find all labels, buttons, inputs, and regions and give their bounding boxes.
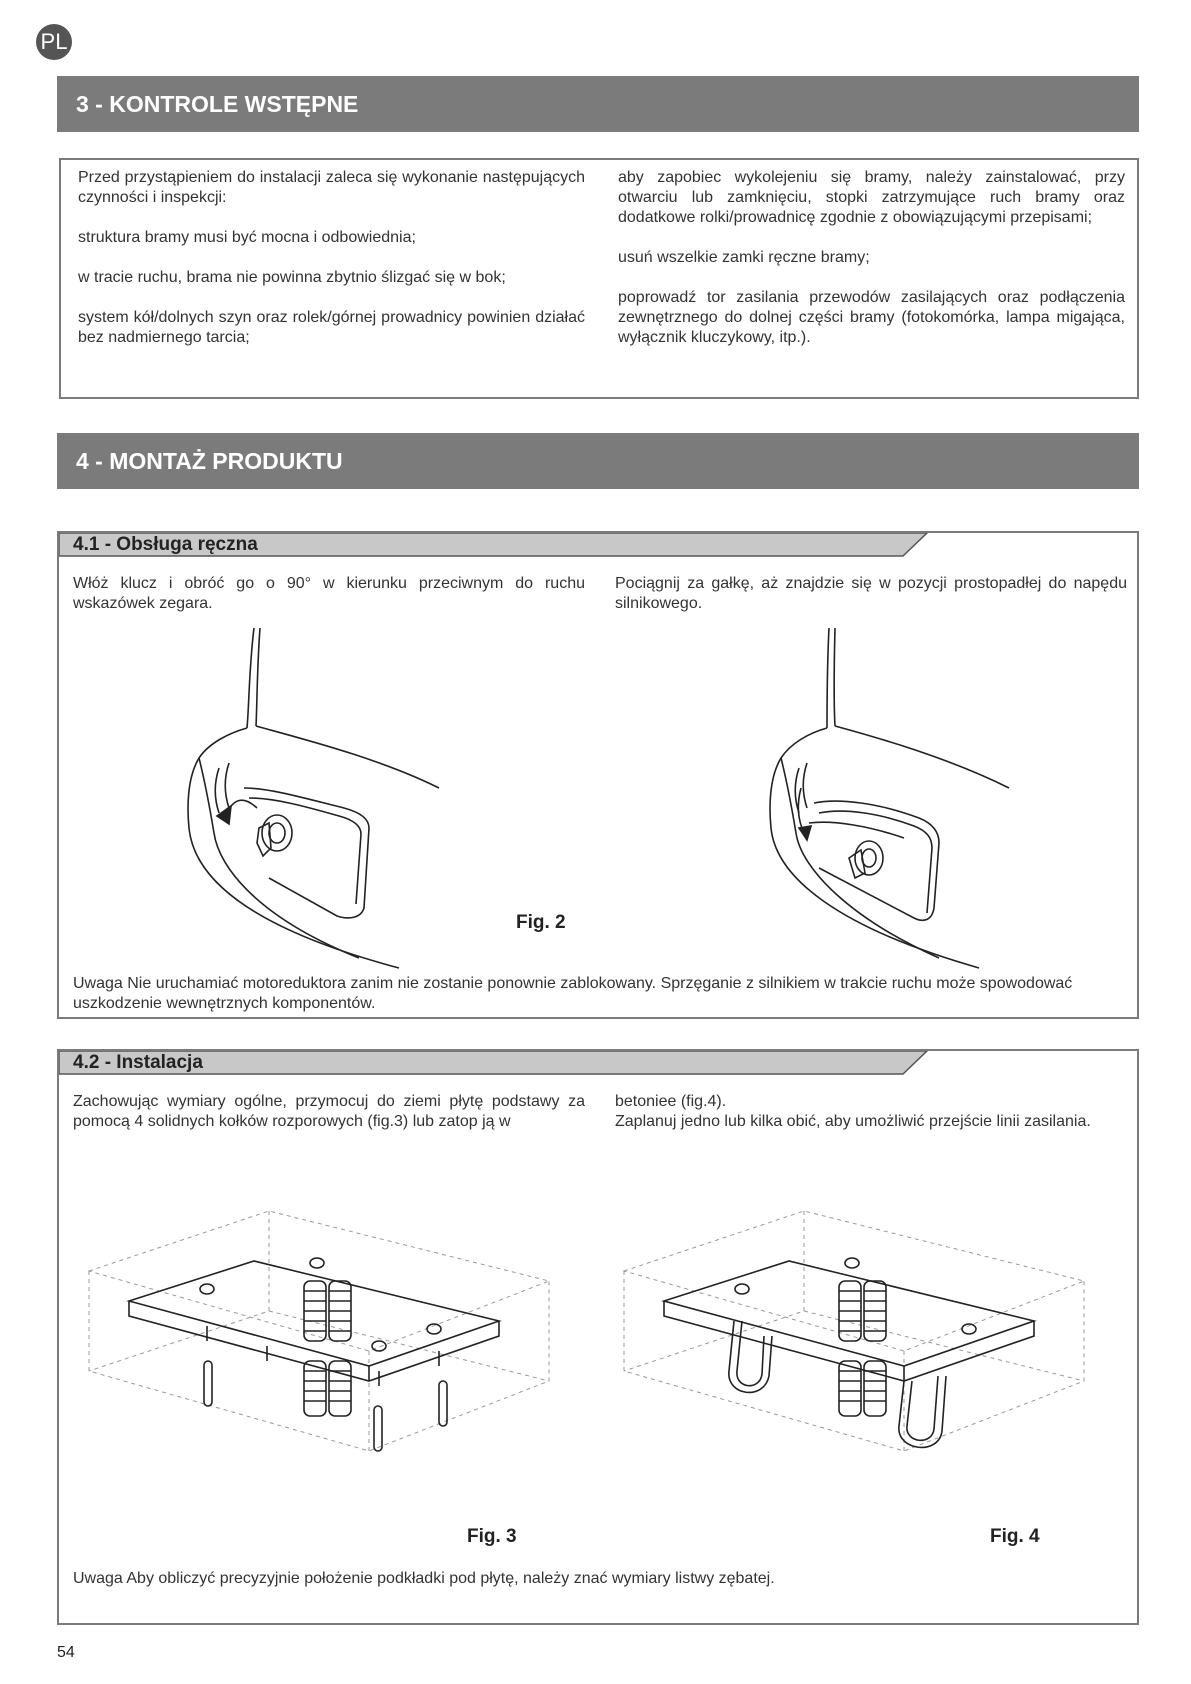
fig-2-left-drawing — [159, 628, 489, 968]
subsection-4-1-title: 4.1 - Obsługa ręczna — [73, 534, 258, 555]
section-4-title: 4 - MONTAŻ PRODUKTU — [57, 433, 1139, 489]
fig-3-drawing — [79, 1211, 559, 1481]
paragraph: poprowadź tor zasilania przewodów zasilających oraz podłączenia zewnętrznego do dolnej części bramy (fotokomórka, lampa migająca, wyłącznik kluczykowy, itp.). — [618, 289, 1125, 346]
fig-2-label: Fig. 2 — [516, 912, 566, 933]
subsection-4-1-left-text: Włóż klucz i obróć go o 90° w kierunku przeciwnym do ruchu wskazówek zegara. — [73, 575, 585, 612]
section-3-box — [59, 158, 1139, 399]
paragraph: betoniee (fig.4). — [615, 1093, 727, 1110]
language-badge: PL — [36, 24, 72, 60]
subsection-4-2-left-text: Zachowując wymiary ogólne, przymocuj do ziemi płytę podstawy za pomocą 4 solidnych kołków rozporowych (fig.3) lub zatop ją w — [73, 1093, 585, 1130]
fig-3-label: Fig. 3 — [467, 1526, 517, 1547]
subsection-4-2-note: Uwaga Aby obliczyć precyzyjnie położenie podkładki pod płytę, należy znać wymiary listwy zębatej. — [73, 1570, 775, 1587]
fig-2-right-drawing — [749, 628, 1079, 968]
subsection-4-1-note: Uwaga Nie uruchamiać motoreduktora zanim nie zostanie ponownie zablokowany. Sprzęganie z silnikiem w trakcie ruchu może spowodować uszkodzenie wewnętrznych komponentów. — [73, 975, 1073, 1012]
page-number: 54 — [57, 1644, 75, 1661]
subsection-4-1-box — [57, 531, 1139, 1019]
section-3-title: 3 - KONTROLE WSTĘPNE — [57, 76, 1139, 132]
paragraph: w tracie ruchu, brama nie powinna zbytnio ślizgać się w bok; — [78, 269, 506, 286]
section-3-left-column — [78, 168, 585, 368]
paragraph: struktura bramy musi być mocna i odbowiednia; — [78, 229, 416, 246]
subsection-4-1-right-text: Pociągnij za gałkę, aż znajdzie się w pozycji prostopadłej do napędu silnikowego. — [615, 575, 1127, 612]
subsection-4-2-right-text — [615, 1092, 1127, 1132]
fig-4-label: Fig. 4 — [990, 1526, 1040, 1547]
paragraph: aby zapobiec wykolejeniu się bramy, należy zainstalować, przy otwarciu lub zamknięciu, stopki zatrzymujące ruch bramy oraz dodatkowe rolki/prowadnicę zgodnie z obowiązującymi przepisami; — [618, 169, 1125, 226]
paragraph: Zaplanuj jedno lub kilka obić, aby umożliwić przejście linii zasilania. — [615, 1113, 1091, 1130]
section-3-right-column — [618, 168, 1125, 368]
fig-4-drawing — [614, 1211, 1094, 1481]
subsection-4-2-box — [57, 1049, 1139, 1625]
paragraph: usuń wszelkie zamki ręczne bramy; — [618, 249, 870, 266]
paragraph: Przed przystąpieniem do instalacji zaleca się wykonanie następujących czynności i inspekcji: — [78, 169, 585, 206]
paragraph: system kół/dolnych szyn oraz rolek/górnej prowadnicy powinien działać bez nadmiernego tarcia; — [78, 309, 585, 346]
subsection-4-2-title: 4.2 - Instalacja — [73, 1052, 203, 1073]
